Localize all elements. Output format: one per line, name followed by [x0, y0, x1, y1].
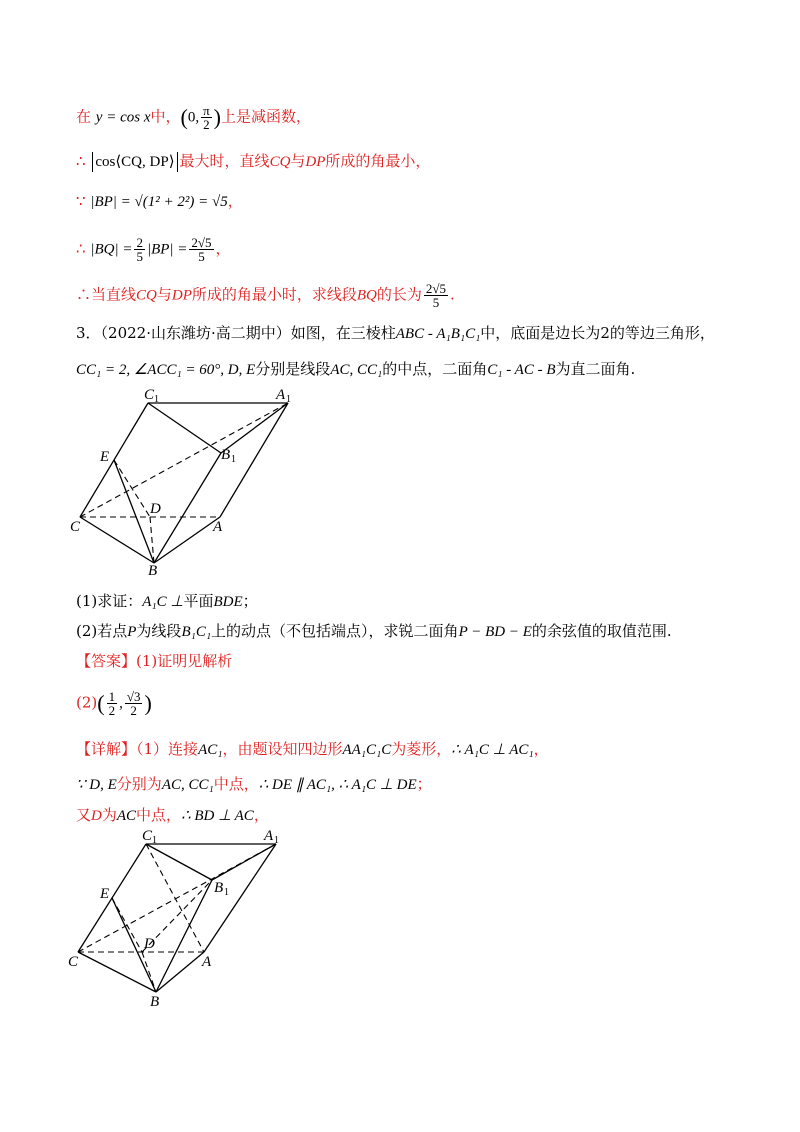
- problem-line-2: [76, 358, 635, 381]
- label-c1: C: [142, 828, 153, 844]
- paren-close: ): [213, 104, 221, 130]
- edge-cb: [80, 517, 154, 563]
- text: ，: [253, 806, 269, 824]
- math: ∴ BD ⊥ AC: [181, 808, 254, 824]
- label-a: A: [202, 954, 212, 970]
- math: P − BD − E: [458, 624, 532, 640]
- math: CC₁ = 2, ∠ACC₁ = 60°, D, E: [76, 362, 256, 378]
- text: 中，: [150, 107, 181, 126]
- answer-line-2: [76, 690, 152, 717]
- math: CQ: [269, 154, 291, 170]
- label-b1: B: [214, 880, 224, 896]
- edge-c1b1: [148, 403, 221, 453]
- text: 与: [156, 285, 172, 304]
- math: |BQ| =: [90, 241, 133, 258]
- text: ∴当直线: [76, 285, 137, 304]
- problem-source: （2022·山东潍坊·高二期中）如图，在三棱柱: [100, 324, 396, 342]
- fraction-root3-over-2: $\frac{√3}{2}$: [126, 689, 141, 718]
- answer-part-2-label: (2): [76, 693, 98, 712]
- label-e: E: [100, 886, 110, 902]
- math: AC, CC₁: [330, 362, 383, 378]
- text: ；: [416, 775, 432, 793]
- solution-line-2: [76, 150, 430, 173]
- label-c: C: [70, 519, 81, 535]
- problem-number: 3．: [76, 324, 101, 342]
- fraction: $\frac{2√5}{5}$: [191, 235, 212, 264]
- text: 在: [76, 107, 92, 126]
- therefore: ∴: [76, 239, 86, 258]
- math: B₁C₁: [181, 624, 212, 640]
- text: 分别为: [116, 775, 162, 793]
- fraction-half: $\frac{1}{2}$: [108, 689, 116, 718]
- label-b: B: [148, 563, 158, 575]
- math: ∴ DE ∥ AC₁, ∴ A₁C ⊥ DE: [258, 777, 417, 793]
- math-cos-angle: cos⟨CQ, DP⟩: [95, 154, 175, 170]
- math: BQ: [356, 287, 377, 304]
- question-2: [76, 620, 672, 643]
- edge-a1a: [204, 844, 276, 952]
- detail-label: 【详解】: [76, 740, 137, 758]
- label-sub: 1: [154, 394, 159, 405]
- math: C₁ - AC - B: [487, 362, 556, 378]
- text: 中点，: [213, 775, 259, 793]
- math: AC₁: [198, 742, 223, 758]
- math: P: [127, 624, 137, 640]
- label-c1: C: [144, 387, 155, 403]
- detail-line-3: [76, 804, 269, 827]
- text: 上的动点（不包括端点），求锐二面角: [211, 622, 459, 640]
- prism-figure-1: [66, 385, 306, 575]
- math: DP: [171, 287, 192, 304]
- text: （1）连接: [136, 740, 199, 758]
- solution-line-3: [76, 190, 243, 213]
- text: 为线段: [136, 622, 182, 640]
- because: ∵: [76, 192, 86, 210]
- text: ；: [242, 592, 258, 610]
- text: 所成的角最小时，求线段: [191, 285, 357, 304]
- solution-line-1: [76, 104, 311, 131]
- paren-open: (: [97, 690, 105, 716]
- edge-eb: [114, 460, 154, 563]
- paren-open: (: [180, 104, 188, 130]
- math-prism: ABC - A₁B₁C₁: [395, 326, 481, 342]
- hidden-edge-ed: [114, 460, 150, 517]
- text: 为: [101, 806, 117, 824]
- text: 与: [290, 152, 306, 170]
- text: 又: [76, 806, 92, 824]
- math: |BP| =: [146, 241, 188, 258]
- edge-b1b: [156, 880, 212, 992]
- problem-line-1: [76, 322, 715, 345]
- math: CQ: [136, 287, 157, 304]
- detail-line-1: [76, 738, 549, 761]
- paren-close: ): [144, 690, 152, 716]
- text: ，由题设知四边形: [222, 740, 343, 758]
- text: 平面: [183, 592, 214, 610]
- math: ∴ A₁C ⊥ AC₁: [451, 742, 534, 758]
- prism-figure-2: [62, 828, 302, 1018]
- math-y-cosx: y = cos x: [95, 109, 151, 126]
- edge-ba: [156, 952, 204, 992]
- label-d: D: [144, 936, 155, 952]
- text: .: [450, 285, 455, 304]
- edge-b1a1: [221, 403, 288, 453]
- label-sub: 1: [231, 454, 236, 465]
- text: 的中点，二面角: [382, 360, 488, 378]
- text: 最大时，直线: [179, 152, 270, 170]
- zero: 0,: [187, 109, 200, 126]
- math: DP: [305, 154, 326, 170]
- label-e: E: [100, 449, 110, 465]
- question-1: [76, 590, 258, 613]
- edge-b1b: [154, 453, 221, 563]
- answer-part-1: (1)证明见解析: [136, 652, 233, 670]
- math: BDE: [213, 594, 243, 610]
- label-sub: 1: [274, 835, 279, 846]
- label-b: B: [150, 994, 160, 1010]
- text: 的等边三角形，: [609, 324, 715, 342]
- label-sub: 1: [224, 887, 229, 898]
- text: 所成的角最小，: [325, 152, 431, 170]
- solution-line-5: [76, 282, 455, 309]
- answer-label: 【答案】: [76, 652, 137, 670]
- hidden-edge-ca1: [80, 403, 288, 517]
- comma: ,: [119, 695, 123, 712]
- abs-bar: [92, 152, 93, 172]
- text: 为菱形，: [391, 740, 452, 758]
- label-c: C: [68, 954, 79, 970]
- label-d: D: [150, 501, 161, 517]
- text: 为直二面角.: [555, 360, 636, 378]
- label-a1: A: [264, 828, 274, 844]
- math: D: [91, 808, 102, 824]
- math-bp-length: |BP| = √(1² + 2²) = √5: [90, 194, 228, 210]
- label-a1: A: [276, 387, 286, 403]
- fraction: $\frac{2}{5}$: [136, 235, 143, 264]
- answer-line-1: [76, 650, 232, 672]
- edge-cb: [78, 952, 156, 992]
- detail-line-2: [76, 773, 432, 796]
- fraction-pi-over-2: $\frac{\pi}{2}$: [203, 103, 210, 132]
- text: 2: [600, 324, 610, 342]
- edge-ba: [154, 517, 220, 563]
- text: ，: [215, 239, 231, 258]
- math: AA₁C₁C: [342, 742, 392, 758]
- text: ，: [227, 192, 243, 210]
- text: (1)求证：: [76, 592, 143, 610]
- label-a: A: [213, 519, 223, 535]
- abs-bar: [177, 152, 178, 172]
- math: AC: [116, 808, 137, 824]
- text: ，: [533, 740, 549, 758]
- math: AC, CC₁: [161, 777, 214, 793]
- math: A₁C ⊥: [142, 594, 184, 610]
- text: 分别是线段: [255, 360, 331, 378]
- label-b1: B: [221, 447, 231, 463]
- text: (2)若点: [76, 622, 128, 640]
- solution-line-4: [76, 236, 231, 263]
- label-sub: 1: [152, 835, 157, 846]
- text: 中点，: [136, 806, 182, 824]
- therefore: ∴: [76, 152, 86, 170]
- text: 上是减函数，: [220, 107, 311, 126]
- text: 的余弦值的取值范围.: [531, 622, 672, 640]
- text: 中，底面是边长为: [480, 324, 601, 342]
- fraction: $\frac{2√5}{5}$: [425, 281, 447, 310]
- text: 的长为: [376, 285, 422, 304]
- math: ∵ D, E: [76, 777, 117, 793]
- label-sub: 1: [286, 394, 291, 405]
